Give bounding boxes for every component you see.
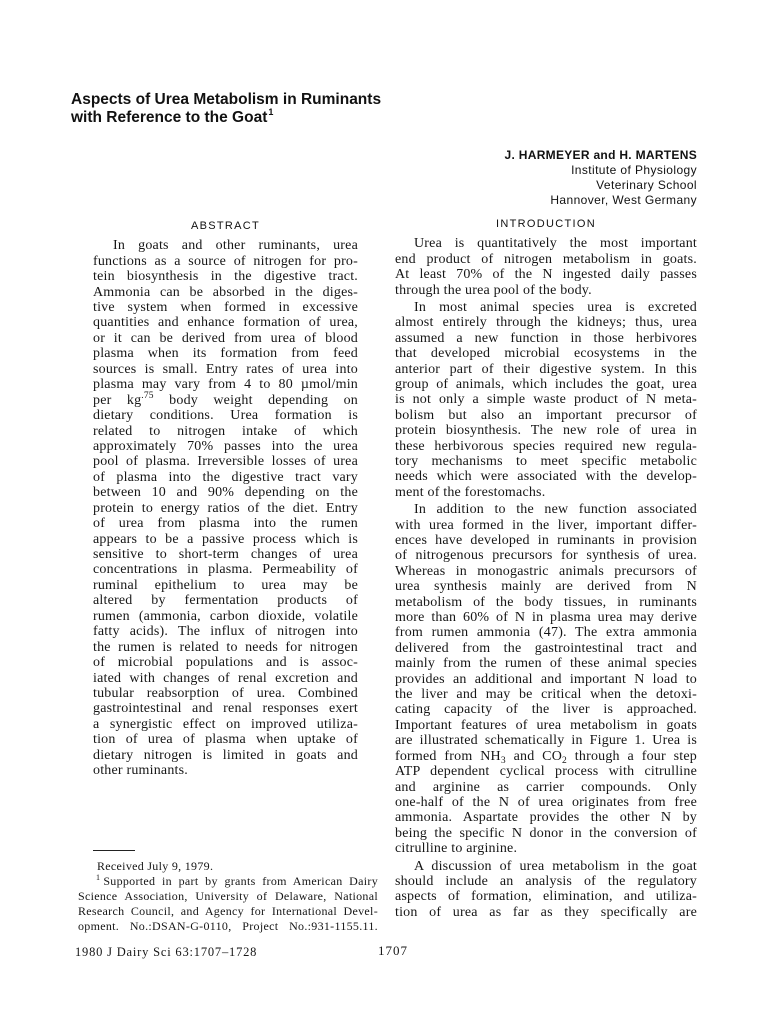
paragraph bbox=[395, 300, 697, 500]
title-line bbox=[71, 109, 381, 127]
affiliation-line: Hannover, West Germany bbox=[550, 192, 697, 207]
text-line: Whereas in monogastric animals precursors of bbox=[395, 563, 697, 579]
text-line: In goats and other ruminants, urea bbox=[113, 238, 358, 254]
text-line: bolism but also an important precursor of bbox=[395, 407, 697, 423]
paper-title bbox=[71, 91, 381, 127]
text-line: related to nitrogen intake of which bbox=[93, 423, 358, 439]
text-line: In most animal species urea is excreted bbox=[414, 299, 697, 315]
paragraph bbox=[93, 238, 358, 778]
text-line: anterior part of their digestive system. In this bbox=[395, 361, 697, 377]
subscript: 3 bbox=[500, 755, 506, 766]
text-line: mainly from the rumen of these animal species bbox=[395, 656, 697, 672]
affiliation-line: Institute of Physiology bbox=[571, 162, 697, 177]
subscript: 2 bbox=[562, 755, 567, 766]
text-line: more than 60% of N in plasma urea may derive bbox=[395, 610, 697, 626]
text-line: of plasma into the digestive tract vary bbox=[93, 469, 358, 485]
text-line: metabolism of the body tissues, in ruminants bbox=[395, 594, 697, 610]
text-line: functions as a source of nitrogen for pro- bbox=[93, 253, 358, 269]
text-line: a synergistic effect on improved utiliza- bbox=[93, 716, 358, 732]
text-line: dietary nitrogen is limited in goats and bbox=[93, 747, 358, 763]
text-line: tion of urea as far as they specifically are bbox=[395, 904, 697, 920]
text-line: end product of nitrogen metabolism in goats. bbox=[395, 251, 697, 267]
received-date: Received July 9, 1979. bbox=[97, 858, 214, 873]
title-footnote-mark: 1 bbox=[268, 107, 274, 117]
text-line: other ruminants. bbox=[93, 763, 188, 779]
text-line: almost entirely through the kidneys; thus, urea bbox=[395, 315, 697, 331]
text-line: tein biosynthesis in the digestive tract. bbox=[93, 269, 358, 285]
text-line: group of animals, which includes the goat, urea bbox=[395, 376, 697, 392]
abstract-heading: ABSTRACT bbox=[190, 220, 261, 232]
text-line: delivered from the gastrointestinal tract and bbox=[395, 640, 697, 656]
text-line: Important features of urea metabolism in goats bbox=[395, 717, 697, 733]
text-line: ences have developed in ruminants in provision bbox=[395, 533, 697, 549]
text-line: A discussion of urea metabolism in the goat bbox=[414, 858, 697, 874]
text-line: In addition to the new function associated bbox=[414, 502, 697, 518]
text-line: Urea is quantitatively the most important bbox=[414, 236, 697, 252]
author-names: J. HARMEYER and H. MARTENS bbox=[504, 147, 697, 162]
superscript: .75 bbox=[141, 390, 154, 401]
text-run: through a four step bbox=[567, 748, 697, 764]
text-line: citrulline to arginine. bbox=[395, 841, 518, 857]
text-line: concentrations in plasma. Permeability of bbox=[93, 562, 358, 578]
text-line: gastrointestinal and renal responses exert bbox=[93, 701, 358, 717]
affiliation-line: Veterinary School bbox=[596, 177, 697, 192]
text-line: At least 70% of the N ingested daily passes bbox=[395, 267, 697, 283]
text-line: the liver and may be critical when the detoxi- bbox=[395, 687, 697, 703]
footnote-text: Supported in part by grants from American Dairy bbox=[103, 873, 378, 888]
footnote-rule bbox=[93, 850, 135, 851]
text-line: protein to energy ratios of the diet. Entry bbox=[93, 500, 358, 516]
text-line: of microbial populations and is assoc- bbox=[93, 655, 358, 671]
text-line: of nitrogenous precursors for synthesis of urea. bbox=[395, 548, 697, 564]
text-line: quantities and enhance formation of urea, bbox=[93, 315, 358, 331]
text-line: tive system when formed in excessive bbox=[93, 300, 358, 316]
text-line: pool of plasma. Irreversible losses of urea bbox=[93, 454, 358, 470]
text-run: body weight depending on bbox=[153, 392, 358, 408]
page-number: 1707 bbox=[378, 943, 408, 958]
text-line: these herbivorous species required new regula- bbox=[395, 438, 697, 454]
text-line: provides an additional and important N load to bbox=[395, 671, 697, 687]
text-line: or it can be derived from urea of blood bbox=[93, 330, 358, 346]
text-line: cating capacity of the liver is approached. bbox=[395, 702, 697, 718]
text-line: that developed microbial ecosystems in the bbox=[395, 346, 697, 362]
text-run: formed from NH bbox=[395, 748, 501, 764]
text-line: being the specific N donor in the conversion of bbox=[395, 825, 697, 841]
paragraph bbox=[395, 236, 697, 298]
text-line: altered by fermentation products of bbox=[93, 593, 358, 609]
journal-citation: 1980 J Dairy Sci 63:1707–1728 bbox=[75, 945, 258, 959]
funding-footnote-line: opment. No.:DSAN-G-0110, Project No.:931-1155.11. bbox=[78, 918, 378, 933]
text-line bbox=[395, 749, 697, 764]
funding-footnote-line: Research Council, and Agency for International Devel- bbox=[78, 903, 378, 918]
text-line: should include an analysis of the regulatory bbox=[395, 873, 697, 889]
text-line: assumed a new function in those herbivores bbox=[395, 330, 697, 346]
footnotes bbox=[78, 859, 378, 934]
text-line: rumen (ammonia, carbon dioxide, volatile bbox=[93, 608, 358, 624]
text-line: the rumen is related to needs for nitrogen bbox=[93, 639, 358, 655]
introduction-heading: INTRODUCTION bbox=[496, 218, 596, 230]
text-line: is not only a simple waste product of N meta- bbox=[395, 392, 697, 408]
text-line: iated with changes of renal excretion and bbox=[93, 670, 358, 686]
text-line: are illustrated schematically in Figure 1. Urea is bbox=[395, 733, 697, 749]
text-line: fatty acids). The influx of nitrogen into bbox=[93, 624, 358, 640]
text-line: tory mechanisms to meet specific metabolic bbox=[395, 453, 697, 469]
introduction-body bbox=[395, 236, 697, 920]
text-line: with urea formed in the liver, important differ- bbox=[395, 517, 697, 533]
text-line: dietary conditions. Urea formation is bbox=[93, 408, 358, 424]
text-run: and CO bbox=[505, 748, 563, 764]
text-line: one-half of the N of urea originates from free bbox=[395, 794, 697, 810]
text-line: aspects of formation, elimination, and utiliza- bbox=[395, 889, 697, 905]
text-line bbox=[93, 390, 358, 408]
text-line: through the urea pool of the body. bbox=[395, 282, 592, 298]
title-line: Aspects of Urea Metabolism in Ruminants bbox=[71, 91, 382, 108]
text-line: urea synthesis mainly are derived from N bbox=[395, 579, 697, 595]
text-line: approximately 70% passes into the urea bbox=[93, 438, 358, 454]
text-line: between 10 and 90% depending on the bbox=[93, 485, 358, 501]
text-line: plasma may vary from 4 to 80 µmol/min bbox=[93, 377, 358, 393]
text-line: of urea from plasma into the rumen bbox=[93, 516, 358, 532]
author-block bbox=[505, 148, 697, 208]
text-line: ruminal epithelium to urea may be bbox=[93, 577, 358, 593]
text-line: ment of the forestomachs. bbox=[395, 484, 546, 500]
text-line: sources is small. Entry rates of urea into bbox=[93, 361, 358, 377]
title-line-text: with Reference to the Goat bbox=[71, 109, 268, 126]
text-line: ammonia. Aspartate provides the other N by bbox=[395, 810, 697, 826]
text-line: protein biosynthesis. The new role of urea in bbox=[395, 423, 697, 439]
text-line: sensitive to short-term changes of urea bbox=[93, 547, 358, 563]
paragraph bbox=[395, 502, 697, 856]
text-line: ATP dependent cyclical process with citrulline bbox=[395, 764, 697, 780]
abstract-body bbox=[93, 238, 358, 778]
funding-footnote-line: Science Association, University of Delaware, National bbox=[78, 888, 378, 903]
paragraph bbox=[395, 859, 697, 921]
footnote-mark: 1 bbox=[96, 872, 101, 882]
funding-footnote-line bbox=[78, 874, 378, 889]
text-run: per kg bbox=[93, 392, 142, 408]
text-line: plasma when its formation from feed bbox=[93, 346, 358, 362]
text-line: and arginine as carrier compounds. Only bbox=[395, 779, 697, 795]
text-line: tion of urea of plasma when uptake of bbox=[93, 732, 358, 748]
text-line: tubular reabsorption of urea. Combined bbox=[93, 685, 358, 701]
text-line: appears to be a passive process which is bbox=[93, 531, 358, 547]
text-line: needs which were associated with the develop- bbox=[395, 469, 697, 485]
text-line: Ammonia can be absorbed in the diges- bbox=[93, 284, 358, 300]
text-line: from rumen ammonia (47). The extra ammonia bbox=[395, 625, 697, 641]
